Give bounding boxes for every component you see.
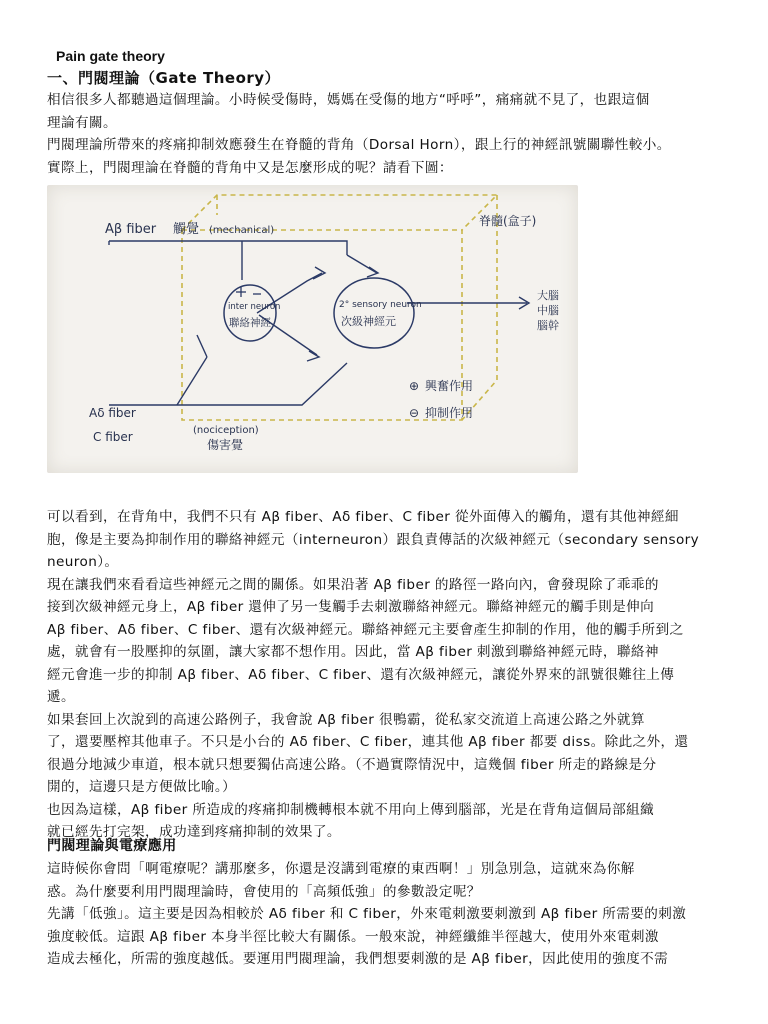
label-spinal-box: 脊髓(盒子) — [479, 214, 537, 228]
text-line: 遞。 — [47, 689, 75, 705]
intro-paragraph — [47, 89, 727, 179]
secondary-neuron-circle — [334, 278, 414, 348]
label-excite: 興奮作用 — [425, 379, 474, 393]
label-c-fiber: C fiber — [93, 430, 133, 444]
gate-theory-diagram-photo — [47, 185, 578, 473]
label-touch: 觸覺 — [173, 222, 200, 237]
text-line: Aβ fiber、Aδ fiber、C fiber、還有次級神經元。聯絡神經元主要會產生抑制的作用，他的觸手所到之 — [47, 621, 684, 638]
text-line: 造成去極化，所需的強度越低。要運用門閥理論，我們想要刺激的是 Aβ fiber，因此使用的強度不需 — [47, 951, 669, 967]
text-line: 門閥理論所帶來的疼痛抑制效應發生在脊髓的背角（Dorsal Horn），跟上行的神經訊號關聯性較小。 — [47, 137, 671, 153]
arrowheads — [307, 267, 529, 361]
text-line: 也因為這樣，Aβ fiber 所造成的疼痛抑制機轉根本就不用向上傳到腦部，光是在背角這個局部組織 — [47, 801, 655, 818]
text-line: 接到次級神經元身上，Aβ fiber 還伸了另一隻觸手去刺激聯絡神經元。聯絡神經元的觸手則是伸向 — [47, 599, 655, 615]
label-secondary-neuron-zh: 次級神經元 — [341, 315, 396, 328]
text-line: 相信很多人都聽過這個理論。小時候受傷時，媽媽在受傷的地方“呼呼”，痛痛就不見了，也跟這個 — [47, 92, 650, 108]
label-inhibit: 抑制作用 — [425, 406, 474, 420]
text-line: 理論有關。 — [47, 114, 117, 131]
label-abeta-fiber: Aβ fiber — [105, 222, 157, 237]
label-nociception: (nociception) — [193, 425, 259, 436]
text-line: 強度較低。這跟 Aβ fiber 本身半徑比較大有關係。一般來說，神經纖維半徑越大，使用外來電刺激 — [47, 928, 659, 945]
text-line: 先講「低強」。這主要是因為相較於 Aδ fiber 和 C fiber，外來電刺激要刺激到 Aβ fiber 所需要的刺激 — [47, 906, 687, 922]
label-mechanical: (mechanical) — [209, 225, 275, 236]
text-line: 開的，這邊只是方便做比喻。） — [47, 779, 237, 795]
text-line: 了，還要壓榨其他車子。不只是小台的 Aδ fiber、C fiber，連其他 Aβ fiber 都要 diss。除此之外，還 — [47, 734, 689, 750]
hand-drawn-diagram — [47, 185, 578, 473]
synapse-marks — [236, 287, 261, 297]
text-line: 現在讓我們來看看這些神經元之間的關係。如果沿著 Aβ fiber 的路徑一路向內，會發現除了乖乖的 — [47, 576, 659, 593]
label-interneuron-zh: 聯絡神經 — [229, 317, 271, 329]
body-paragraphs — [47, 506, 727, 844]
text-line: 很過分地減少車道，根本就只想要獨佔高速公路。（不過實際情況中，這幾個 fiber 所走的路線是分 — [47, 756, 657, 773]
label-brain-1: 大腦 — [537, 289, 559, 302]
text-line: 就已經先打完架，成功達到疼痛抑制的效果了。 — [47, 824, 341, 840]
label-brain-3: 腦幹 — [537, 319, 559, 332]
section-heading-gate-theory: 一、門閥理論（Gate Theory） — [47, 69, 281, 87]
section-heading-electrotherapy: 門閥理論與電療應用 — [47, 838, 177, 854]
label-pain: 傷害覺 — [207, 438, 244, 452]
text-line: 胞，像是主要為抑制作用的聯絡神經元（interneuron）跟負責傳話的次級神經元（secondary sensory — [47, 531, 700, 548]
label-excite-symbol: ⊕ — [409, 379, 420, 393]
label-brain-2: 中腦 — [537, 304, 559, 317]
text-line: 如果套回上次說到的高速公路例子，我會說 Aβ fiber 很鴨霸，從私家交流道上高速公路之外就算 — [47, 711, 645, 728]
electrotherapy-paragraph — [47, 858, 727, 971]
text-line: 可以看到，在背角中，我們不只有 Aβ fiber、Aδ fiber、C fiber 從外面傳入的觸角，還有其他神經細 — [47, 509, 679, 525]
text-line: 實際上，門閥理論在脊髓的背角中又是怎麼形成的呢？請看下圖： — [47, 159, 453, 176]
text-line: 經元會進一步的抑制 Aβ fiber、Aδ fiber、C fiber、還有次級神經元，讓從外界來的訊號很難往上傳 — [47, 666, 675, 683]
label-interneuron: inter neuron — [228, 302, 281, 312]
text-line: 這時候你會問「啊電療呢？講那麼多，你還是沒講到電療的東西啊！」別急別急，這就來為你解 — [47, 861, 635, 877]
label-secondary-neuron: 2° sensory neuron — [339, 300, 422, 310]
page-title-english: Pain gate theory — [56, 48, 165, 64]
label-adelta-fiber: Aδ fiber — [89, 406, 136, 420]
text-line: 處，就會有一股壓抑的氛圍，讓大家都不想作用。因此，當 Aβ fiber 刺激到聯絡神經元時，聯絡神 — [47, 644, 659, 660]
text-line: 惑。為什麼要利用門閥理論時，會使用的「高頻低強」的參數設定呢？ — [47, 883, 481, 900]
interneuron-circle — [224, 285, 276, 341]
label-inhibit-symbol: ⊖ — [409, 406, 420, 420]
text-line: neuron）。 — [47, 554, 119, 570]
